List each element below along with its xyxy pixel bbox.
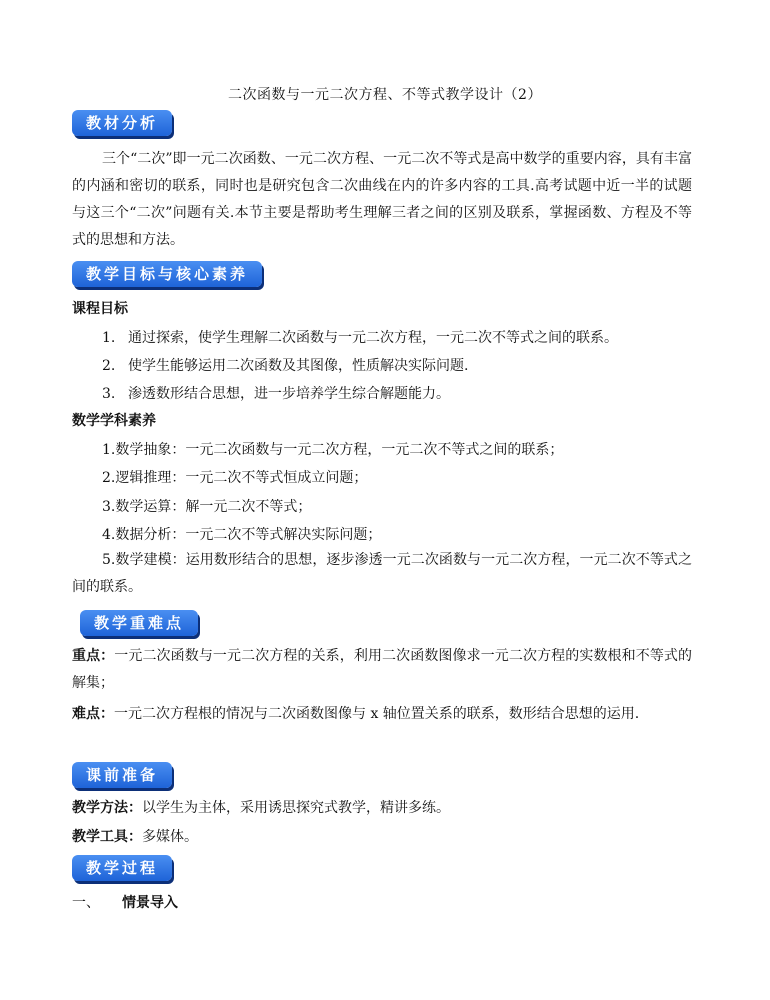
literacy-item: 3.数学运算：解一元二次不等式；: [102, 499, 312, 515]
literacy-item: 5.数学建模：运用数形结合的思想，逐步渗透一元二次函数与一元二次方程，一元二次不等式之间的联系。: [72, 552, 692, 595]
course-goal-item: 1. 通过探索，使学生理解二次函数与一元二次方程，一元二次不等式之间的联系。: [102, 330, 618, 346]
course-goal-item: 3. 渗透数形结合思想，进一步培养学生综合解题能力。: [102, 386, 450, 402]
teaching-method-line: 教学方法：以学生为主体，采用诱思探究式教学，精讲多练。: [72, 800, 450, 816]
section-banner-analysis: 教材分析: [72, 110, 172, 136]
key-point-label: 重点：: [72, 648, 115, 664]
section-banner-difficulty: 教学重难点: [80, 610, 198, 636]
section-banner-process: 教学过程: [72, 855, 172, 881]
process-step-heading: 一、 情景导入: [72, 895, 178, 911]
analysis-paragraph: 三个“二次”即一元二次函数、一元二次方程、一元二次不等式是高中数学的重要内容，具有丰富的内涵和密切的联系，同时也是研究包含二次曲线在内的许多内容的工具.高考试题中近一半的试题与这三个“二次”问题有关.本节主要是帮助考生理解三者之间的区别及联系，掌握函数、方程及不等式的思想和方法。: [72, 151, 692, 248]
course-goals-heading: 课程目标: [72, 301, 128, 317]
section-banner-goals: 教学目标与核心素养: [72, 261, 262, 287]
teaching-tool-line: 教学工具：多媒体。: [72, 829, 198, 845]
literacy-heading: 数学学科素养: [72, 413, 156, 429]
course-goal-item: 2. 使学生能够运用二次函数及其图像，性质解决实际问题.: [102, 358, 469, 374]
document-title: 二次函数与一元二次方程、不等式教学设计（2）: [228, 87, 542, 103]
section-banner-prep: 课前准备: [72, 762, 172, 788]
key-point-paragraph: 重点：一元二次函数与一元二次方程的关系，利用二次函数图像求一元二次方程的实数根和不等式的解集；: [72, 648, 692, 691]
difficult-point-label: 难点：: [72, 706, 114, 722]
literacy-item: 1.数学抽象：一元二次函数与一元二次方程，一元二次不等式之间的联系；: [102, 442, 564, 458]
difficult-point-paragraph: 难点：一元二次方程根的情况与二次函数图像与 x 轴位置关系的联系，数形结合思想的运用.: [72, 706, 640, 722]
literacy-item: 4.数据分析：一元二次不等式解决实际问题；: [102, 527, 382, 543]
literacy-item: 2.逻辑推理：一元二次不等式恒成立问题；: [102, 470, 368, 486]
